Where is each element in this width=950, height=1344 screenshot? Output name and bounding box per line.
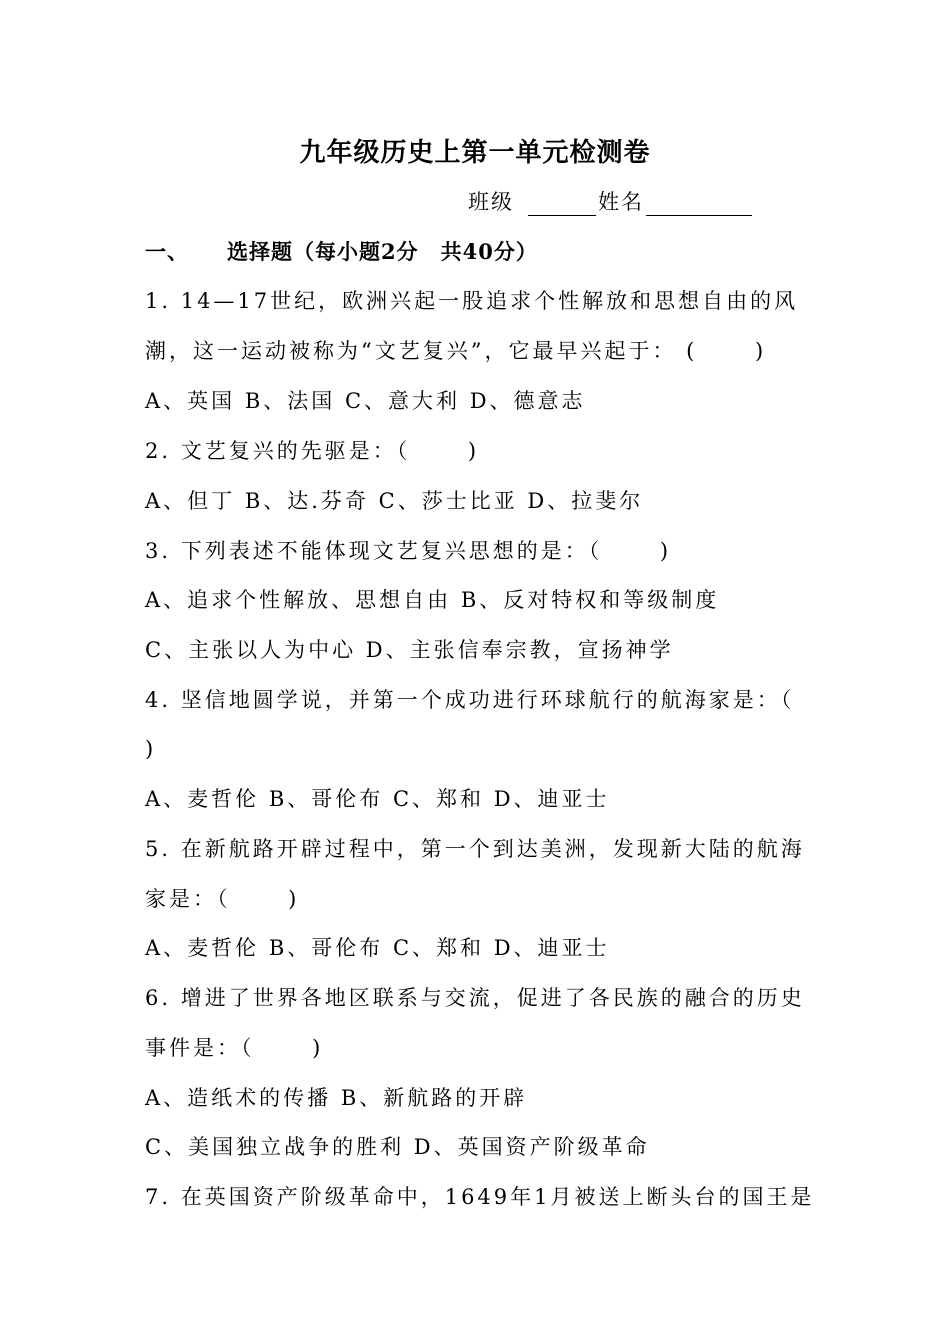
section-number: 一、 <box>145 239 189 264</box>
question-line: ) <box>145 737 157 761</box>
question-line: 1. 14—17世纪，欧洲兴起一股追求个性解放和思想自由的风 <box>145 289 799 313</box>
question-line: 2. 文艺复兴的先驱是：（ ) <box>145 439 480 463</box>
option-line: A、但丁 B、达.芬奇 C、莎士比亚 D、拉斐尔 <box>145 489 644 513</box>
class-blank[interactable] <box>528 193 596 216</box>
question-line: 4. 坚信地圆学说，并第一个成功进行环球航行的航海家是：（ <box>145 688 795 712</box>
name-blank[interactable] <box>646 193 752 216</box>
option-line: A、英国 B、法国 C、意大利 D、德意志 <box>145 389 586 413</box>
question-line: 6. 增进了世界各地区联系与交流，促进了各民族的融合的历史 <box>145 986 805 1010</box>
question-line: 7. 在英国资产阶级革命中，1649年1月被送上断头台的国王是 <box>145 1185 815 1209</box>
student-info-line <box>468 186 752 216</box>
name-label: 姓名 <box>598 190 644 214</box>
section-heading <box>145 236 538 266</box>
question-line: 3. 下列表述不能体现文艺复兴思想的是：（ ) <box>145 539 672 563</box>
question-line: 事件是：（ ) <box>145 1036 324 1060</box>
class-label: 班级 <box>468 190 514 214</box>
question-line: 家是：（ ) <box>145 887 300 911</box>
option-line: A、麦哲伦 B、哥伦布 C、郑和 D、迪亚士 <box>145 787 610 811</box>
question-line: 5. 在新航路开辟过程中，第一个到达美洲，发现新大陆的航海 <box>145 837 805 861</box>
question-line: 潮，这一运动被称为“文艺复兴”，它最早兴起于： ( ) <box>145 339 767 363</box>
option-line: A、造纸术的传播 B、新航路的开辟 <box>145 1086 528 1110</box>
option-line: A、麦哲伦 B、哥伦布 C、郑和 D、迪亚士 <box>145 936 610 960</box>
option-line: C、主张以人为中心 D、主张信奉宗教，宣扬神学 <box>145 638 674 662</box>
page-title: 九年级历史上第一单元检测卷 <box>299 138 651 168</box>
option-line: A、追求个性解放、思想自由 B、反对特权和等级制度 <box>145 588 720 612</box>
section-label: 选择题（每小题2分 共40分） <box>227 239 538 264</box>
option-line: C、美国独立战争的胜利 D、英国资产阶级革命 <box>145 1135 650 1159</box>
